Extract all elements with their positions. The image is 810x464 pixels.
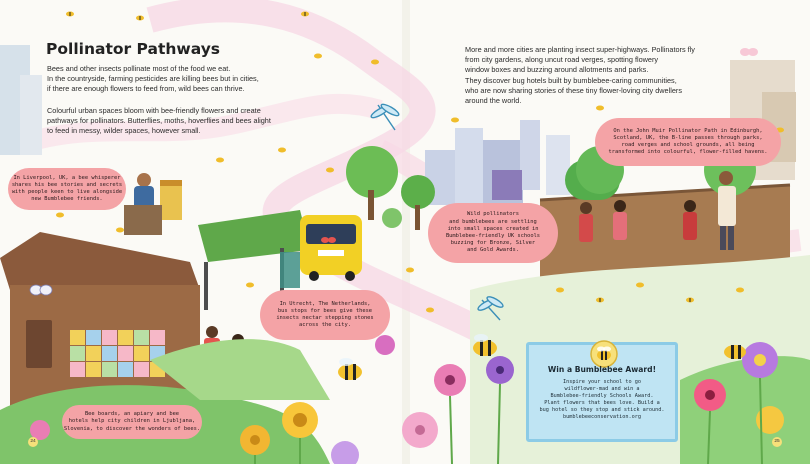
utrecht-caption: In Utrecht, The Netherlands, bus stops for bees give these insects nectar stepping stones across the city. (260, 290, 390, 340)
page-number-right: 25 (772, 437, 782, 447)
edinburgh-caption: On the John Muir Pollinator Path in Edinburgh, Scotland, UK, the B-line passes through parks, road verges and school grounds, all being transformed into colourful, flower-filled havens. (595, 118, 781, 166)
page-title: Pollinator Pathways (46, 40, 221, 58)
cities-paragraph: More and more cities are planting insect super-highways. Pollinators fly from city gardens, along uncut road verges, spotting flowery window boxes and buzzing around allotments and parks. They discover bug hotels built by bumblebee-caring communities, who are now sharing stories of these tiny flower-loving city dwellers around the world. (465, 45, 695, 106)
colourful-paragraph: Colourful urban spaces bloom with bee-friendly flowers and create pathways for pollinators. Butterflies, moths, hoverflies and bees alight to feed in messy, wilder spaces, however small. (47, 106, 271, 136)
page-number-left: 24 (28, 437, 38, 447)
schools-caption: Wild pollinators and bumblebees are settling into small spaces created in Bumblebee-friendly UK schools buzzing for Bronze, Silver and Gold Awards. (428, 203, 558, 263)
liverpool-caption: In Liverpool, UK, a bee whisperer shares his bee stories and secrets with people keen to live alongside new Bumblebee friends. (8, 168, 126, 210)
bus-icon (300, 215, 362, 281)
ljubljana-caption: Bee boards, an apiary and bee hotels help city children in Ljubljana, Slovenia, to discover the wonders of bees. (62, 405, 202, 439)
intro-paragraph: Bees and other insects pollinate most of the food we eat. In the countryside, farming pesticides are killing bees but in cities, if there are enough flowers to feed from, wild bees can thrive. (47, 64, 259, 94)
beehive-icon (590, 340, 618, 368)
award-box (526, 342, 678, 442)
award-title: Win a Bumblebee Award! (547, 365, 657, 374)
award-text: Inspire your school to go wildflower-mad and win a Bumblebee-friendly Schools Award. Plant flowers that bees love. Build a bug hotel so they stop and stick around. bumblebeeconservation.org (539, 379, 665, 420)
